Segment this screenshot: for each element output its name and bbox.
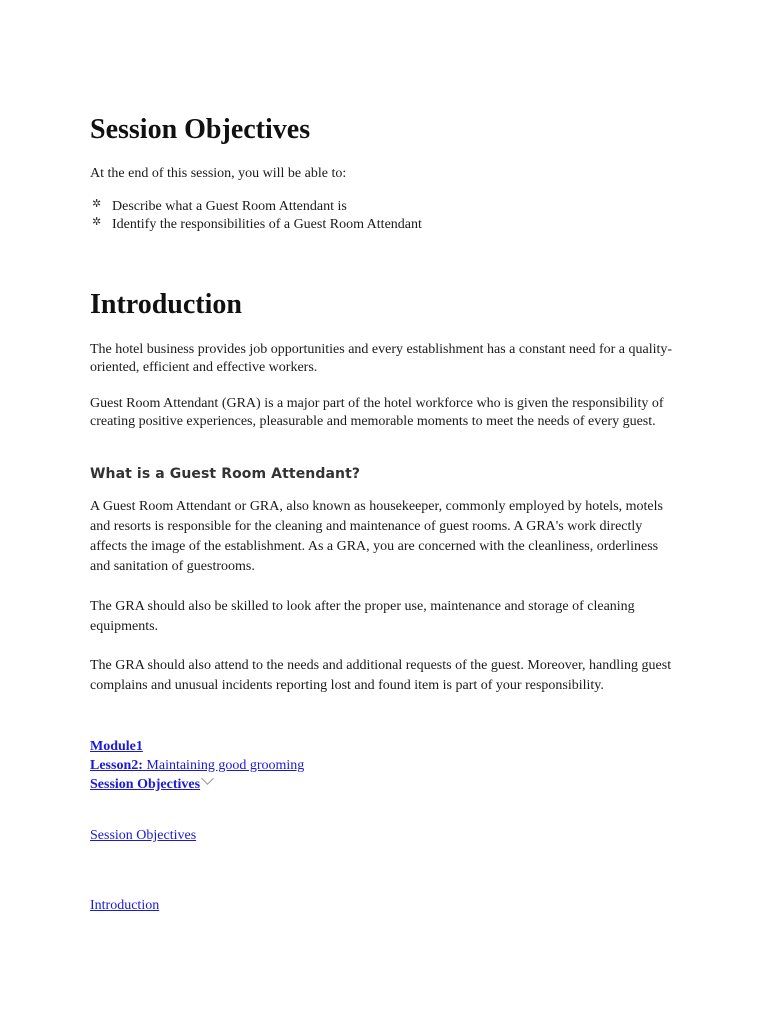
lesson-title: Maintaining good grooming — [146, 758, 305, 773]
chevron-down-icon[interactable] — [201, 772, 214, 785]
breadcrumb — [90, 737, 304, 794]
objectives-list — [90, 198, 422, 234]
introduction-paragraph: The hotel business provides job opportunities and every establishment has a constant need for a quality-oriented, efficient and effective workers. — [90, 342, 673, 375]
introduction-heading: Introduction — [90, 289, 242, 320]
asterisk-bullet-icon: ✲ — [92, 216, 102, 228]
current-section-link[interactable]: Session Objectives — [90, 777, 201, 792]
gra-paragraph: The GRA should also be skilled to look after the proper use, maintenance and storage of cleaning equipments. — [90, 599, 635, 634]
gra-subheading: What is a Guest Room Attendant? — [90, 466, 361, 482]
objective-item — [90, 216, 422, 234]
lesson-prefix: Lesson2: — [90, 758, 143, 773]
gra-paragraph: The GRA should also attend to the needs and additional requests of the guest. Moreover, handling guest complains and unusual incidents reporting lost and found item is part of your responsibility. — [90, 658, 672, 693]
gra-paragraph: A Guest Room Attendant or GRA, also known as housekeeper, commonly employed by hotels, motels and resorts is responsible for the cleaning and maintenance of guest rooms. A GRA's work directly affects the image of the establishment. As a GRA, you are concerned with the cleanliness, orderliness and sanitation of guestrooms. — [90, 499, 663, 574]
module-link[interactable]: Module1 — [90, 739, 143, 754]
session-intro-text: At the end of this session, you will be able to: — [90, 166, 347, 181]
introduction-paragraph: Guest Room Attendant (GRA) is a major part of the hotel workforce who is given the responsibility of creating positive experiences, pleasurable and memorable moments to meet the needs of every guest. — [90, 396, 664, 429]
objective-text: Identify the responsibilities of a Guest Room Attendant — [112, 217, 422, 232]
section-link-introduction[interactable]: Introduction — [90, 898, 160, 913]
objective-item — [90, 198, 422, 216]
session-objectives-heading: Session Objectives — [90, 114, 311, 145]
section-link-session-objectives[interactable]: Session Objectives — [90, 828, 197, 843]
objective-text: Describe what a Guest Room Attendant is — [112, 199, 347, 214]
lesson-link[interactable] — [90, 758, 304, 773]
asterisk-bullet-icon: ✲ — [92, 198, 102, 210]
